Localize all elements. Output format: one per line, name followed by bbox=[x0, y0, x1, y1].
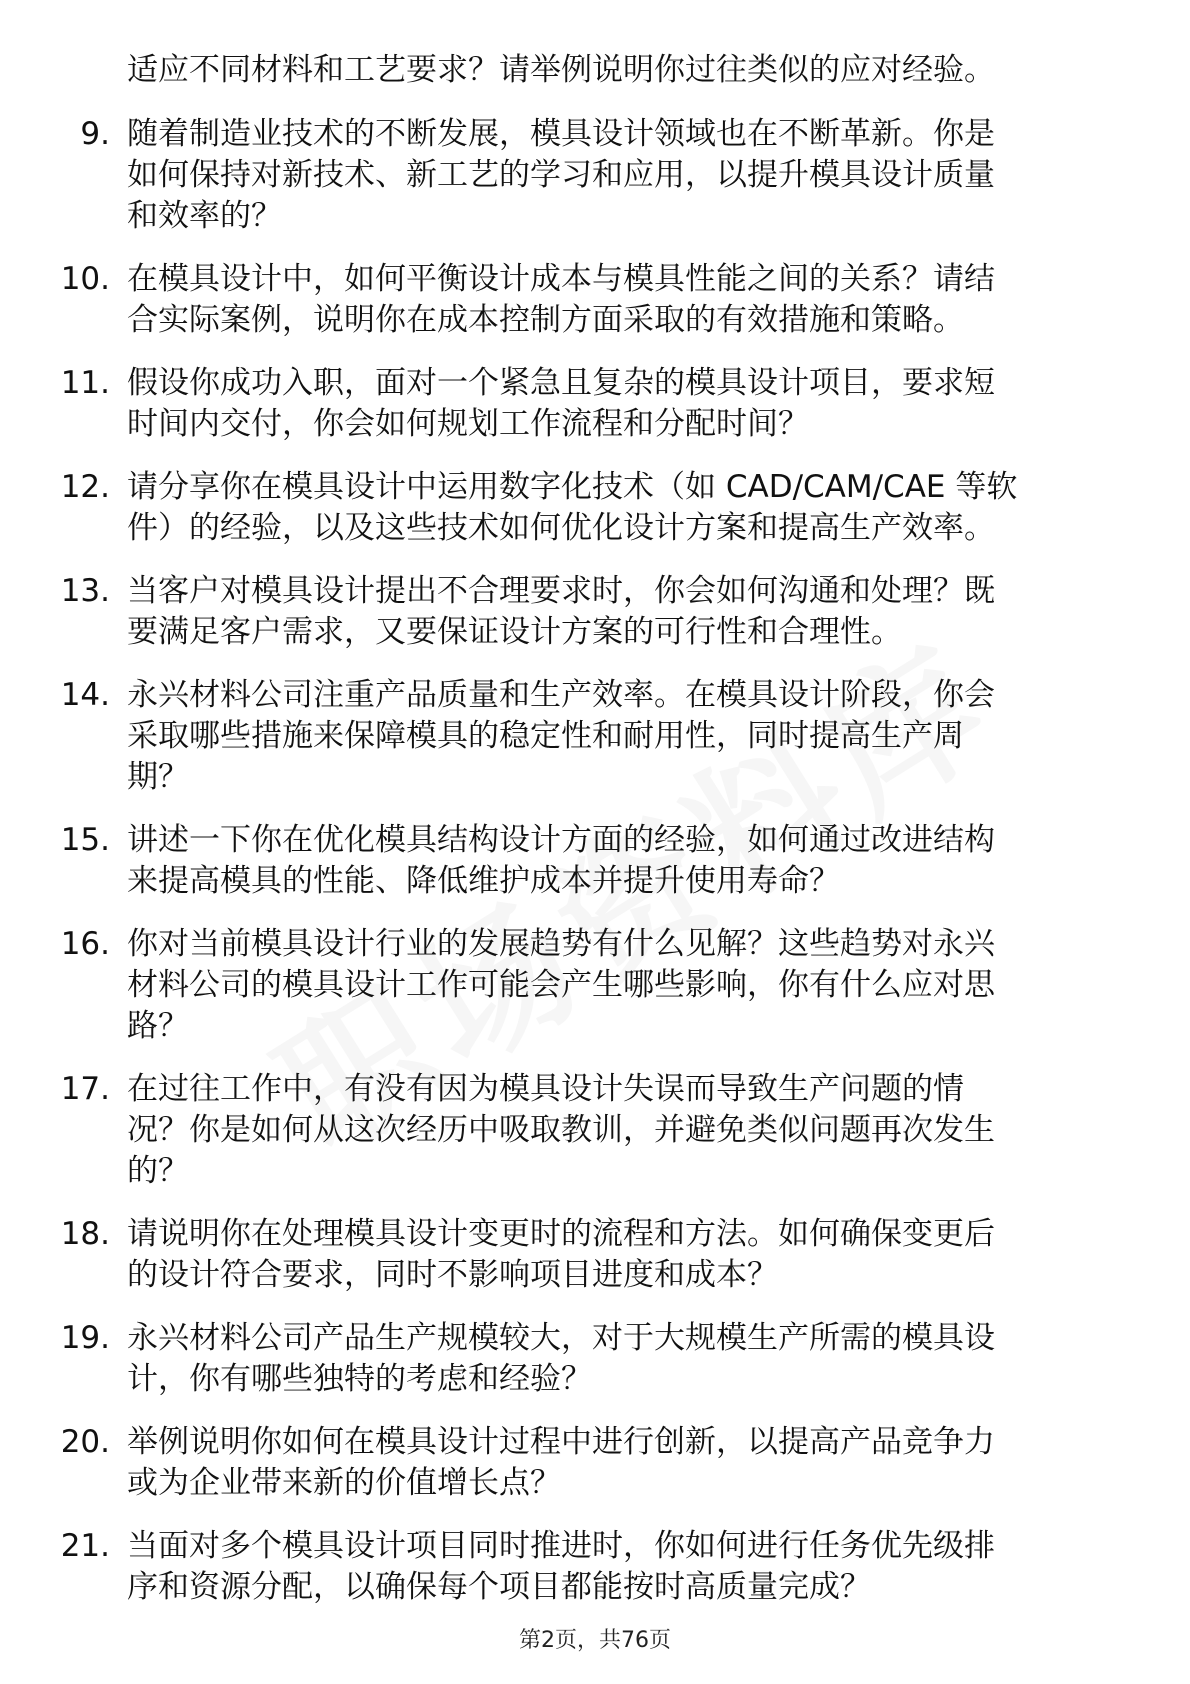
question-number: 10. bbox=[60, 261, 110, 297]
question-line: 请说明你在处理模具设计变更时的流程和方法。如何确保变更后 bbox=[127, 1216, 995, 1252]
question-number: 11. bbox=[60, 365, 110, 401]
question-line: 计，你有哪些独特的考虑和经验？ bbox=[127, 1361, 592, 1397]
question-line: 当客户对模具设计提出不合理要求时，你会如何沟通和处理？既 bbox=[127, 573, 995, 609]
question-number: 18. bbox=[60, 1216, 110, 1252]
question-line: 如何保持对新技术、新工艺的学习和应用，以提升模具设计质量 bbox=[127, 157, 995, 193]
question-list bbox=[0, 114, 1190, 1630]
question-item bbox=[0, 1526, 1190, 1608]
question-item bbox=[0, 675, 1190, 798]
question-item bbox=[0, 1069, 1190, 1192]
question-line: 件）的经验，以及这些技术如何优化设计方案和提高生产效率。 bbox=[127, 510, 995, 546]
question-item bbox=[0, 820, 1190, 902]
question-text bbox=[127, 1214, 1127, 1296]
question-line: 在模具设计中，如何平衡设计成本与模具性能之间的关系？请结 bbox=[127, 261, 995, 297]
question-line: 当面对多个模具设计项目同时推进时，你如何进行任务优先级排 bbox=[127, 1528, 995, 1564]
page-footer: 第2页，共76页 bbox=[519, 1628, 671, 1653]
question-item bbox=[0, 1422, 1190, 1504]
question-line: 采取哪些措施来保障模具的稳定性和耐用性，同时提高生产周 bbox=[127, 718, 964, 754]
question-number: 15. bbox=[60, 822, 110, 858]
question-line: 永兴材料公司注重产品质量和生产效率。在模具设计阶段，你会 bbox=[127, 677, 995, 713]
question-line: 永兴材料公司产品生产规模较大，对于大规模生产所需的模具设 bbox=[127, 1320, 995, 1356]
question-item bbox=[0, 1318, 1190, 1400]
question-text bbox=[127, 1526, 1127, 1608]
question-item bbox=[0, 114, 1190, 237]
question-item bbox=[0, 259, 1190, 341]
question-number: 20. bbox=[60, 1424, 110, 1460]
question-number: 21. bbox=[60, 1528, 110, 1564]
question-line: 要满足客户需求，又要保证设计方案的可行性和合理性。 bbox=[127, 614, 902, 650]
question-line: 的设计符合要求，同时不影响项目进度和成本？ bbox=[127, 1257, 778, 1293]
question-text bbox=[127, 114, 1127, 237]
question-line: 材料公司的模具设计工作可能会产生哪些影响，你有什么应对思 bbox=[127, 967, 995, 1003]
question-line: 举例说明你如何在模具设计过程中进行创新，以提高产品竞争力 bbox=[127, 1424, 995, 1460]
question-text bbox=[127, 1422, 1127, 1504]
question-number: 13. bbox=[60, 573, 110, 609]
question-text bbox=[127, 571, 1127, 653]
continuation-text: 适应不同材料和工艺要求？请举例说明你过往类似的应对经验。 bbox=[127, 52, 995, 88]
question-item bbox=[0, 467, 1190, 549]
question-line: 来提高模具的性能、降低维护成本并提升使用寿命？ bbox=[127, 863, 840, 899]
question-line: 和效率的？ bbox=[127, 198, 282, 234]
question-line: 你对当前模具设计行业的发展趋势有什么见解？这些趋势对永兴 bbox=[127, 926, 995, 962]
question-text bbox=[127, 363, 1127, 445]
question-number: 12. bbox=[60, 469, 110, 505]
question-line: 路？ bbox=[127, 1008, 189, 1044]
question-number: 16. bbox=[60, 926, 110, 962]
question-item bbox=[0, 1214, 1190, 1296]
question-line: 的？ bbox=[127, 1153, 189, 1189]
question-text bbox=[127, 820, 1127, 902]
question-line: 假设你成功入职，面对一个紧急且复杂的模具设计项目，要求短 bbox=[127, 365, 995, 401]
question-number: 17. bbox=[60, 1071, 110, 1107]
question-text bbox=[127, 675, 1127, 798]
question-line: 合实际案例，说明你在成本控制方面采取的有效措施和策略。 bbox=[127, 302, 964, 338]
question-line: 请分享你在模具设计中运用数字化技术（如 CAD/CAM/CAE 等软 bbox=[127, 469, 1018, 505]
question-text bbox=[127, 259, 1127, 341]
question-text bbox=[127, 924, 1127, 1047]
question-line: 随着制造业技术的不断发展，模具设计领域也在不断革新。你是 bbox=[127, 116, 995, 152]
question-item bbox=[0, 363, 1190, 445]
question-text bbox=[127, 1318, 1127, 1400]
question-number: 9. bbox=[80, 116, 110, 152]
question-number: 14. bbox=[60, 677, 110, 713]
question-item bbox=[0, 924, 1190, 1047]
question-line: 况？你是如何从这次经历中吸取教训，并避免类似问题再次发生 bbox=[127, 1112, 995, 1148]
question-line: 或为企业带来新的价值增长点？ bbox=[127, 1465, 561, 1501]
question-line: 讲述一下你在优化模具结构设计方面的经验，如何通过改进结构 bbox=[127, 822, 995, 858]
question-text bbox=[127, 467, 1127, 549]
question-line: 在过往工作中，有没有因为模具设计失误而导致生产问题的情 bbox=[127, 1071, 964, 1107]
question-number: 19. bbox=[60, 1320, 110, 1356]
question-text bbox=[127, 1069, 1127, 1192]
question-item bbox=[0, 571, 1190, 653]
question-line: 时间内交付，你会如何规划工作流程和分配时间？ bbox=[127, 406, 809, 442]
question-line: 序和资源分配，以确保每个项目都能按时高质量完成？ bbox=[127, 1569, 871, 1605]
question-line: 期？ bbox=[127, 759, 189, 795]
